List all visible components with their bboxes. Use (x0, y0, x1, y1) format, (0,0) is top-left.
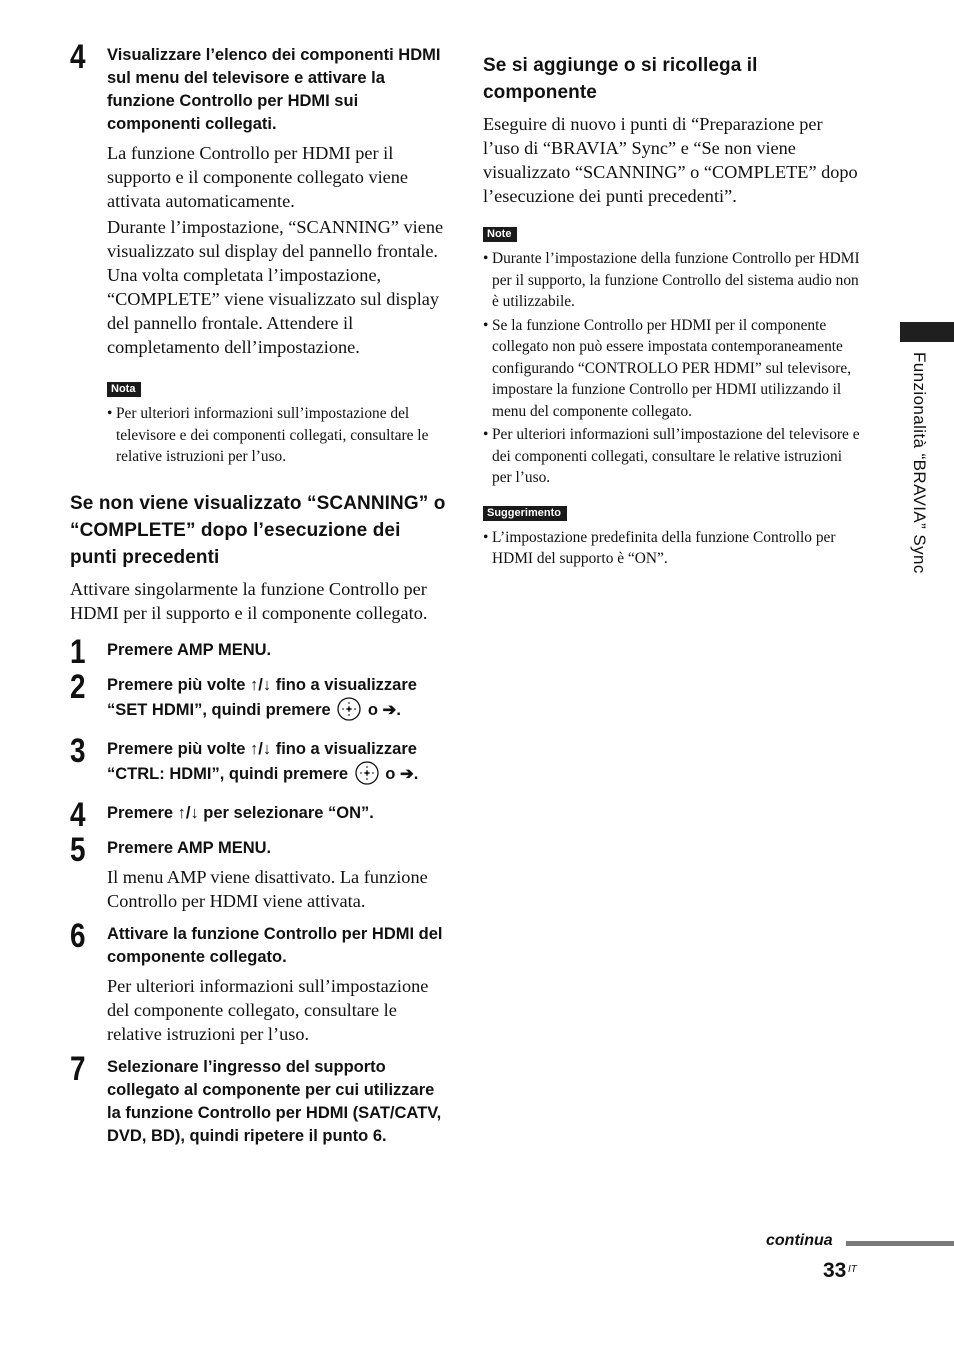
step-3 (70, 731, 448, 792)
step-number: 3 (70, 731, 86, 770)
note-list (483, 248, 863, 489)
tip-box (483, 503, 863, 570)
tip-list (483, 527, 863, 570)
step-number: 7 (70, 1049, 86, 1088)
step-title-suffix: o ➔. (385, 764, 419, 783)
step-title: Premere AMP MENU. (107, 640, 272, 659)
step-title: Premere ↑/↓ per selezionare “ON”. (107, 803, 374, 822)
continua-bar (846, 1241, 954, 1246)
left-column (70, 38, 448, 1148)
tip-label: Suggerimento (483, 506, 567, 521)
note-item: • Se la funzione Controllo per HDMI per il componente collegato non può essere impostata contemporaneamente configurando “CONTROLLO PER HDMI” sul televisore, impostare la funzione Controllo per HDMI utilizzando il menu del componente collegato. (483, 315, 863, 423)
section-heading: Se si aggiunge o si ricollega il componente (483, 55, 758, 103)
note-label: Note (483, 227, 517, 242)
step-title: Premere AMP MENU. (107, 838, 272, 857)
step-title: Premere più volte ↑/↓ fino a visualizzare “SET HDMI”, quindi premere (107, 675, 417, 719)
step-4 (70, 795, 448, 834)
step-2 (70, 667, 448, 728)
step-title: Selezionare l’ingresso del supporto collegato al componente per cui utilizzare la funzione Controllo per HDMI (SAT/CATV, DVD, BD), quindi ripetere il punto 6. (107, 1057, 442, 1145)
step-7 (70, 1049, 448, 1148)
note-item: • Per ulteriori informazioni sull’impostazione del televisore e dei componenti collegati, consultare le relative istruzioni per l’uso. (107, 403, 448, 468)
note-box (483, 224, 863, 489)
enter-button-icon (355, 761, 379, 792)
step-4-display-hdmi-list (70, 38, 448, 468)
chapter-tab-marker (900, 322, 954, 342)
section-body: Eseguire di nuovo i punti di “Preparazione per l’uso di “BRAVIA” Sync” e “Se non viene visualizzato “SCANNING” o “COMPLETE” dopo l’esecuzione dei punti precedenti”. (483, 114, 858, 206)
step-6 (70, 916, 448, 1046)
step-title: Visualizzare l’elenco dei componenti HDMI sul menu del televisore e attivare la funzione Controllo per HDMI sui componenti collegati. (107, 46, 441, 133)
page-number: 33 (823, 1259, 847, 1282)
step-number: 4 (70, 38, 86, 76)
step-title: Premere più volte ↑/↓ fino a visualizzare “CTRL: HDMI”, quindi premere (107, 739, 417, 783)
note-item: • Per ulteriori informazioni sull’impostazione del televisore e dei componenti collegati, consultare le relative istruzioni per l’uso. (483, 424, 863, 489)
step-number: 2 (70, 667, 86, 706)
continua-label: continua (766, 1232, 833, 1249)
nota-list (107, 403, 448, 468)
nota-label: Nota (107, 382, 141, 397)
step-body: Durante l’impostazione, “SCANNING” viene visualizzato sul display del pannello frontale. Una volta completata l’impostazione, “COMPLETE” viene visualizzato sul display del pannello frontale. Attendere il completamento dell’impostazione. (107, 217, 444, 357)
step-title: Attivare la funzione Controllo per HDMI del componente collegato. (107, 924, 443, 966)
right-column (483, 52, 863, 572)
tip-item: • L’impostazione predefinita della funzione Controllo per HDMI del supporto è “ON”. (483, 527, 863, 570)
step-title-suffix: o ➔. (367, 700, 401, 719)
step-number: 5 (70, 830, 86, 869)
section-intro: Attivare singolarmente la funzione Controllo per HDMI per il supporto e il componente collegato. (70, 578, 428, 623)
enter-button-icon (337, 697, 361, 728)
step-number: 6 (70, 916, 86, 955)
step-body: Per ulteriori informazioni sull’impostazione del componente collegato, consultare le relative istruzioni per l’uso. (107, 975, 429, 1044)
step-number: 4 (70, 795, 86, 834)
step-body: La funzione Controllo per HDMI per il supporto e il componente collegato viene attivata automaticamente. (107, 143, 409, 211)
section-heading: Se non viene visualizzato “SCANNING” o “COMPLETE” dopo l’esecuzione dei punti precedenti (70, 492, 446, 568)
chapter-side-title: Funzionalità “BRAVIA” Sync (910, 352, 929, 574)
step-1 (70, 632, 448, 671)
note-item: • Durante l’impostazione della funzione Controllo per HDMI per il supporto, la funzione Controllo del sistema audio non è utilizzabile. (483, 248, 863, 313)
step-5 (70, 830, 448, 913)
page-language-suffix: IT (848, 1264, 857, 1275)
step-body: Il menu AMP viene disattivato. La funzione Controllo per HDMI viene attivata. (107, 866, 428, 911)
step-number: 1 (70, 632, 86, 671)
nota-box (107, 379, 448, 468)
